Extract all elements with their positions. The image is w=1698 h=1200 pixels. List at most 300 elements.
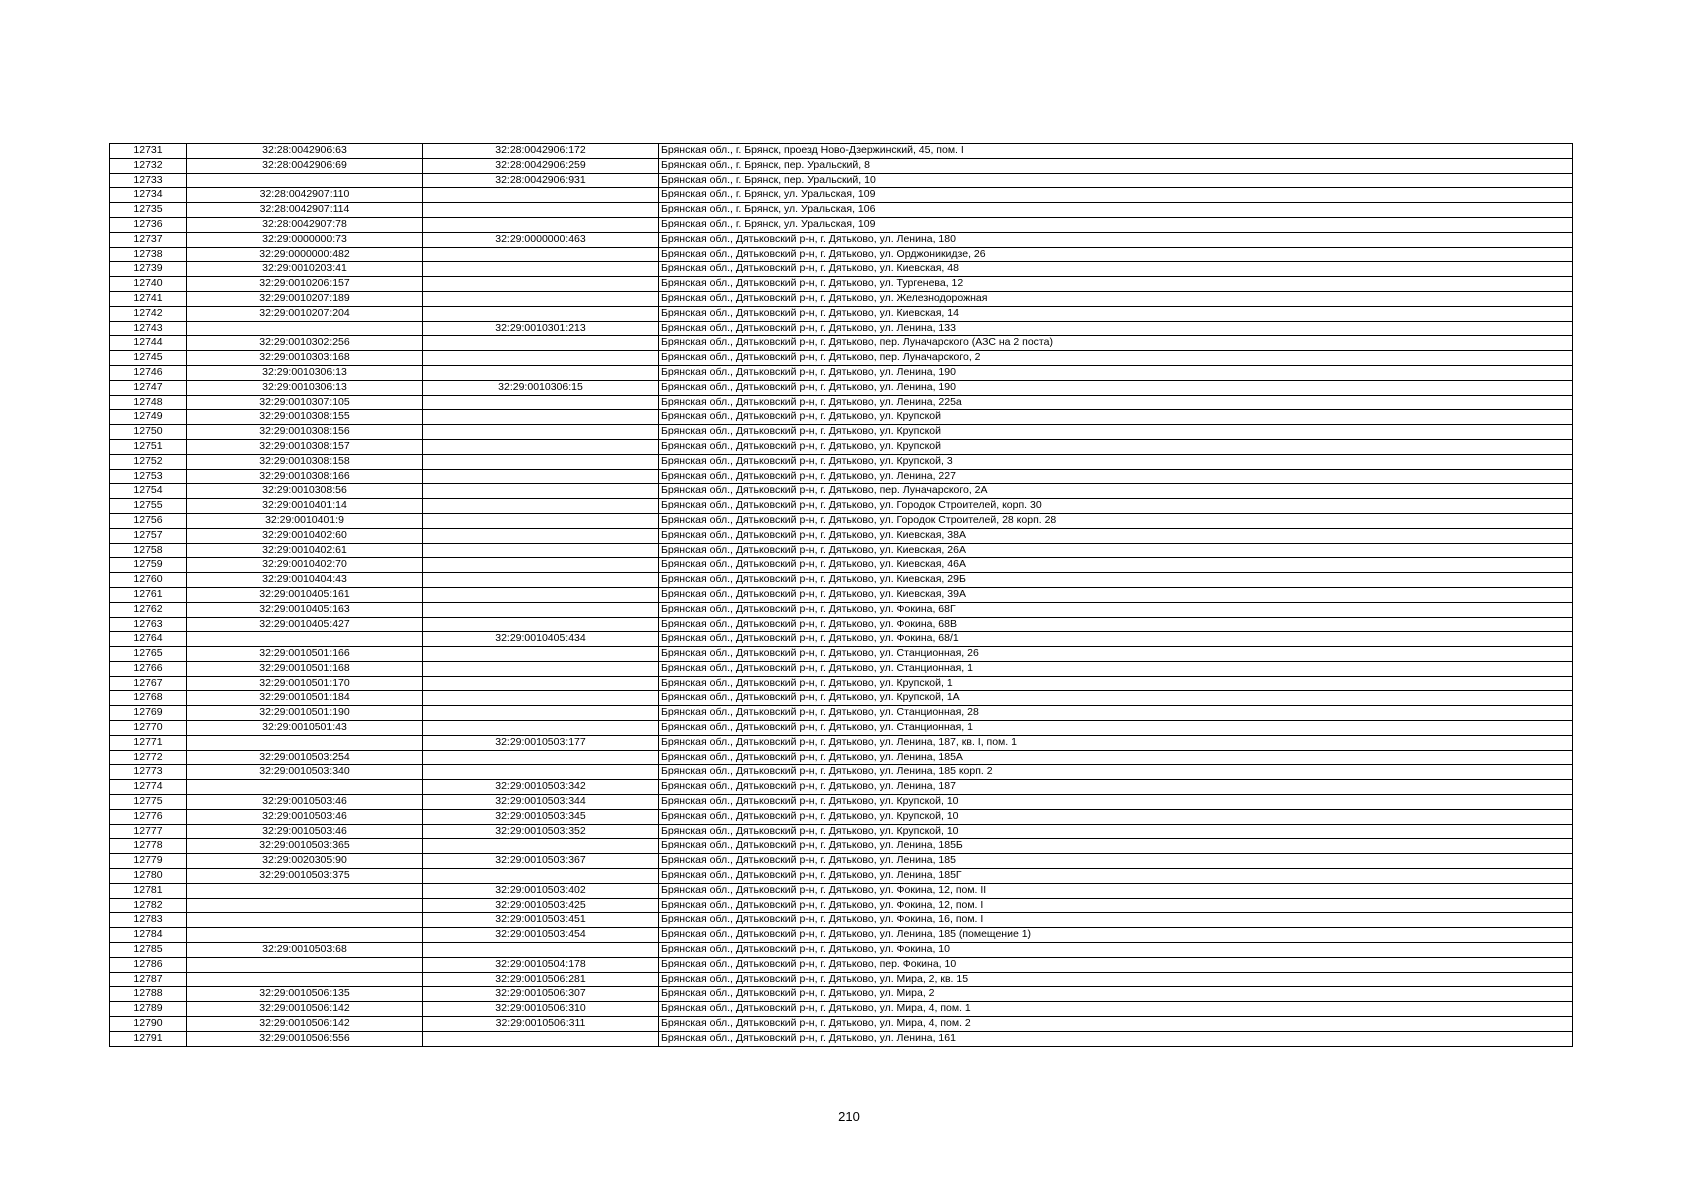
cadastral-number-building [423,661,659,676]
address-cell: Брянская обл., Дятьковский р-н, г. Дятьково, ул. Ленина, 190 [659,380,1573,395]
row-number: 12752 [110,454,187,469]
cadastral-number-building [423,217,659,232]
cadastral-number-building [423,676,659,691]
cadastral-number-building [423,410,659,425]
row-number: 12737 [110,232,187,247]
row-number: 12776 [110,809,187,824]
row-number: 12741 [110,291,187,306]
cadastral-number-parcel: 32:29:0010302:256 [187,336,423,351]
row-number: 12739 [110,262,187,277]
row-number: 12736 [110,217,187,232]
cadastral-number-building [423,750,659,765]
row-number: 12751 [110,439,187,454]
row-number: 12777 [110,824,187,839]
table-row [110,647,1573,662]
cadastral-number-building [423,647,659,662]
table-row [110,158,1573,173]
cadastral-number-parcel: 32:28:0042907:78 [187,217,423,232]
table-row [110,602,1573,617]
cadastral-number-building [423,706,659,721]
address-cell: Брянская обл., Дятьковский р-н, г. Дятьково, ул. Фокина, 12, пом. II [659,883,1573,898]
address-cell: Брянская обл., Дятьковский р-н, г. Дятьково, ул. Орджоникидзе, 26 [659,247,1573,262]
address-cell: Брянская обл., Дятьковский р-н, г. Дятьково, ул. Крупской, 1А [659,691,1573,706]
cadastral-number-parcel: 32:29:0010402:60 [187,528,423,543]
table-row [110,321,1573,336]
cadastral-number-building [423,188,659,203]
row-number: 12779 [110,854,187,869]
cadastral-number-parcel [187,780,423,795]
address-cell: Брянская обл., Дятьковский р-н, г. Дятьково, ул. Ленина, 190 [659,365,1573,380]
row-number: 12756 [110,513,187,528]
address-cell: Брянская обл., г. Брянск, пер. Уральский, 8 [659,158,1573,173]
table-row [110,173,1573,188]
cadastral-number-building: 32:29:0010504:178 [423,957,659,972]
table-row [110,691,1573,706]
address-cell: Брянская обл., Дятьковский р-н, г. Дятьково, ул. Ленина, 185Б [659,839,1573,854]
cadastral-number-parcel: 32:29:0020305:90 [187,854,423,869]
address-cell: Брянская обл., Дятьковский р-н, г. Дятьково, ул. Крупской, 10 [659,824,1573,839]
row-number: 12759 [110,558,187,573]
table-row [110,661,1573,676]
cadastral-number-building [423,365,659,380]
table-row [110,765,1573,780]
cadastral-number-parcel: 32:29:0010401:9 [187,513,423,528]
table-row [110,869,1573,884]
cadastral-number-building [423,395,659,410]
table-row [110,439,1573,454]
table-row [110,987,1573,1002]
address-cell: Брянская обл., Дятьковский р-н, г. Дятьково, ул. Городок Строителей, корп. 30 [659,499,1573,514]
address-cell: Брянская обл., г. Брянск, ул. Уральская, 109 [659,188,1573,203]
cadastral-number-building [423,691,659,706]
cadastral-number-parcel: 32:29:0010206:157 [187,277,423,292]
row-number: 12761 [110,587,187,602]
cadastral-number-building: 32:29:0010503:402 [423,883,659,898]
cadastral-number-parcel: 32:29:0010405:163 [187,602,423,617]
cadastral-number-parcel: 32:29:0010501:168 [187,661,423,676]
address-cell: Брянская обл., Дятьковский р-н, г. Дятьково, ул. Станционная, 1 [659,661,1573,676]
cadastral-number-building: 32:29:0010503:352 [423,824,659,839]
cadastral-number-parcel: 32:29:0010402:61 [187,543,423,558]
cadastral-number-building: 32:29:0010503:451 [423,913,659,928]
table-row [110,484,1573,499]
row-number: 12747 [110,380,187,395]
address-cell: Брянская обл., Дятьковский р-н, г. Дятьково, ул. Фокина, 68Г [659,602,1573,617]
cadastral-number-building [423,721,659,736]
cadastral-number-building [423,469,659,484]
row-number: 12735 [110,203,187,218]
table-row [110,306,1573,321]
table-row [110,632,1573,647]
cadastral-number-building [423,203,659,218]
row-number: 12775 [110,795,187,810]
registry-table [109,143,1573,1047]
table-row [110,351,1573,366]
cadastral-number-building [423,277,659,292]
row-number: 12778 [110,839,187,854]
row-number: 12744 [110,336,187,351]
row-number: 12733 [110,173,187,188]
cadastral-number-building: 32:29:0010506:281 [423,972,659,987]
cadastral-number-building [423,869,659,884]
cadastral-number-building [423,1031,659,1046]
row-number: 12774 [110,780,187,795]
cadastral-number-parcel: 32:29:0010308:156 [187,425,423,440]
address-cell: Брянская обл., Дятьковский р-н, г. Дятьково, ул. Ленина, 185 [659,854,1573,869]
table-row [110,1002,1573,1017]
cadastral-number-parcel [187,883,423,898]
row-number: 12748 [110,395,187,410]
address-cell: Брянская обл., Дятьковский р-н, г. Дятьково, ул. Киевская, 48 [659,262,1573,277]
row-number: 12769 [110,706,187,721]
table-row [110,928,1573,943]
row-number: 12768 [110,691,187,706]
cadastral-number-building [423,602,659,617]
cadastral-number-parcel: 32:29:0010503:340 [187,765,423,780]
cadastral-number-parcel: 32:29:0010506:142 [187,1002,423,1017]
address-cell: Брянская обл., Дятьковский р-н, г. Дятьково, ул. Киевская, 39А [659,587,1573,602]
cadastral-number-building [423,439,659,454]
table-row [110,780,1573,795]
table-row [110,1017,1573,1032]
registry-table-body [110,144,1573,1047]
table-row [110,277,1573,292]
table-row [110,232,1573,247]
row-number: 12791 [110,1031,187,1046]
cadastral-number-parcel: 32:29:0010503:46 [187,824,423,839]
table-row [110,854,1573,869]
address-cell: Брянская обл., Дятьковский р-н, г. Дятьково, ул. Ленина, 225а [659,395,1573,410]
row-number: 12763 [110,617,187,632]
row-number: 12770 [110,721,187,736]
cadastral-number-parcel: 32:29:0010503:68 [187,943,423,958]
address-cell: Брянская обл., Дятьковский р-н, г. Дятьково, ул. Ленина, 185 корп. 2 [659,765,1573,780]
table-row [110,380,1573,395]
address-cell: Брянская обл., Дятьковский р-н, г. Дятьково, ул. Мира, 4, пом. 2 [659,1017,1573,1032]
page-number: 210 [838,1109,860,1124]
cadastral-number-parcel: 32:29:0010308:157 [187,439,423,454]
table-row [110,750,1573,765]
cadastral-number-parcel: 32:28:0042907:110 [187,188,423,203]
table-row [110,676,1573,691]
row-number: 12787 [110,972,187,987]
table-row [110,262,1573,277]
address-cell: Брянская обл., г. Брянск, ул. Уральская, 109 [659,217,1573,232]
cadastral-number-parcel: 32:29:0010506:142 [187,1017,423,1032]
row-number: 12772 [110,750,187,765]
cadastral-number-parcel: 32:28:0042907:114 [187,203,423,218]
cadastral-number-building: 32:29:0010503:454 [423,928,659,943]
cadastral-number-parcel [187,957,423,972]
cadastral-number-parcel [187,898,423,913]
table-row [110,1031,1573,1046]
table-row [110,217,1573,232]
cadastral-number-parcel: 32:29:0010405:427 [187,617,423,632]
table-row [110,913,1573,928]
row-number: 12784 [110,928,187,943]
row-number: 12771 [110,735,187,750]
row-number: 12781 [110,883,187,898]
cadastral-number-parcel [187,735,423,750]
address-cell: Брянская обл., Дятьковский р-н, г. Дятьково, ул. Ленина, 185 (помещение 1) [659,928,1573,943]
cadastral-number-parcel: 32:29:0000000:73 [187,232,423,247]
address-cell: Брянская обл., Дятьковский р-н, г. Дятьково, ул. Крупской, 3 [659,454,1573,469]
address-cell: Брянская обл., Дятьковский р-н, г. Дятьково, ул. Киевская, 38А [659,528,1573,543]
address-cell: Брянская обл., Дятьковский р-н, г. Дятьково, ул. Крупской, 10 [659,795,1573,810]
table-row [110,291,1573,306]
cadastral-number-building [423,558,659,573]
cadastral-number-parcel [187,321,423,336]
cadastral-number-parcel: 32:29:0010307:105 [187,395,423,410]
table-row [110,454,1573,469]
cadastral-number-parcel: 32:29:0010503:254 [187,750,423,765]
table-row [110,336,1573,351]
table-row [110,558,1573,573]
cadastral-number-building: 32:29:0000000:463 [423,232,659,247]
address-cell: Брянская обл., Дятьковский р-н, г. Дятьково, пер. Фокина, 10 [659,957,1573,972]
cadastral-number-parcel [187,913,423,928]
address-cell: Брянская обл., Дятьковский р-н, г. Дятьково, ул. Крупской [659,439,1573,454]
cadastral-number-building [423,573,659,588]
address-cell: Брянская обл., Дятьковский р-н, г. Дятьково, ул. Ленина, 227 [659,469,1573,484]
cadastral-number-building: 32:29:0010503:342 [423,780,659,795]
row-number: 12786 [110,957,187,972]
table-row [110,795,1573,810]
table-row [110,617,1573,632]
table-row [110,188,1573,203]
cadastral-number-building [423,484,659,499]
cadastral-number-building: 32:29:0010405:434 [423,632,659,647]
address-cell: Брянская обл., Дятьковский р-н, г. Дятьково, ул. Киевская, 46А [659,558,1573,573]
address-cell: Брянская обл., Дятьковский р-н, г. Дятьково, ул. Ленина, 180 [659,232,1573,247]
address-cell: Брянская обл., Дятьковский р-н, г. Дятьково, ул. Ленина, 187 [659,780,1573,795]
row-number: 12766 [110,661,187,676]
table-row [110,972,1573,987]
cadastral-number-parcel: 32:29:0010501:190 [187,706,423,721]
table-row [110,528,1573,543]
address-cell: Брянская обл., Дятьковский р-н, г. Дятьково, ул. Крупской, 1 [659,676,1573,691]
row-number: 12732 [110,158,187,173]
table-row [110,543,1573,558]
cadastral-number-parcel: 32:29:0010203:41 [187,262,423,277]
cadastral-number-parcel: 32:29:0010501:184 [187,691,423,706]
cadastral-number-parcel: 32:28:0042906:69 [187,158,423,173]
address-cell: Брянская обл., Дятьковский р-н, г. Дятьково, ул. Станционная, 1 [659,721,1573,736]
row-number: 12740 [110,277,187,292]
address-cell: Брянская обл., Дятьковский р-н, г. Дятьково, ул. Фокина, 68В [659,617,1573,632]
address-cell: Брянская обл., Дятьковский р-н, г. Дятьково, ул. Железнодорожная [659,291,1573,306]
table-row [110,499,1573,514]
cadastral-number-parcel [187,928,423,943]
cadastral-number-parcel: 32:29:0010303:168 [187,351,423,366]
address-cell: Брянская обл., Дятьковский р-н, г. Дятьково, ул. Тургенева, 12 [659,277,1573,292]
address-cell: Брянская обл., Дятьковский р-н, г. Дятьково, ул. Фокина, 16, пом. I [659,913,1573,928]
table-row [110,957,1573,972]
cadastral-number-parcel: 32:29:0010402:70 [187,558,423,573]
table-row [110,824,1573,839]
address-cell: Брянская обл., Дятьковский р-н, г. Дятьково, пер. Луначарского, 2А [659,484,1573,499]
cadastral-number-parcel: 32:29:0010503:46 [187,795,423,810]
row-number: 12767 [110,676,187,691]
row-number: 12790 [110,1017,187,1032]
cadastral-number-building [423,291,659,306]
cadastral-number-building: 32:29:0010506:307 [423,987,659,1002]
row-number: 12760 [110,573,187,588]
table-row [110,513,1573,528]
address-cell: Брянская обл., Дятьковский р-н, г. Дятьково, ул. Ленина, 187, кв. I, пом. 1 [659,735,1573,750]
cadastral-number-building [423,513,659,528]
cadastral-number-parcel: 32:29:0010501:43 [187,721,423,736]
table-row [110,898,1573,913]
table-row [110,410,1573,425]
table-row [110,587,1573,602]
row-number: 12785 [110,943,187,958]
address-cell: Брянская обл., г. Брянск, проезд Ново-Дзержинский, 45, пом. I [659,144,1573,159]
table-row [110,943,1573,958]
cadastral-number-building: 32:28:0042906:172 [423,144,659,159]
table-row [110,144,1573,159]
cadastral-number-building [423,454,659,469]
cadastral-number-building [423,528,659,543]
row-number: 12789 [110,1002,187,1017]
cadastral-number-building [423,617,659,632]
cadastral-number-building [423,336,659,351]
cadastral-number-parcel: 32:29:0010503:365 [187,839,423,854]
row-number: 12745 [110,351,187,366]
table-row [110,365,1573,380]
address-cell: Брянская обл., Дятьковский р-н, г. Дятьково, ул. Фокина, 12, пом. I [659,898,1573,913]
row-number: 12782 [110,898,187,913]
table-row [110,425,1573,440]
table-row [110,203,1573,218]
address-cell: Брянская обл., Дятьковский р-н, г. Дятьково, ул. Мира, 2 [659,987,1573,1002]
cadastral-number-building [423,262,659,277]
cadastral-number-parcel: 32:29:0010401:14 [187,499,423,514]
cadastral-number-building: 32:29:0010503:345 [423,809,659,824]
table-row [110,395,1573,410]
cadastral-number-parcel: 32:29:0010306:13 [187,365,423,380]
cadastral-number-parcel [187,173,423,188]
row-number: 12788 [110,987,187,1002]
table-row [110,721,1573,736]
cadastral-number-building [423,543,659,558]
row-number: 12731 [110,144,187,159]
table-row [110,839,1573,854]
cadastral-number-building [423,351,659,366]
cadastral-number-building: 32:29:0010503:344 [423,795,659,810]
cadastral-number-parcel: 32:29:0000000:482 [187,247,423,262]
row-number: 12755 [110,499,187,514]
cadastral-number-building [423,943,659,958]
row-number: 12758 [110,543,187,558]
row-number: 12749 [110,410,187,425]
address-cell: Брянская обл., Дятьковский р-н, г. Дятьково, ул. Мира, 4, пом. 1 [659,1002,1573,1017]
row-number: 12753 [110,469,187,484]
table-row [110,883,1573,898]
address-cell: Брянская обл., Дятьковский р-н, г. Дятьково, ул. Ленина, 185Г [659,869,1573,884]
table-row [110,809,1573,824]
cadastral-number-building [423,839,659,854]
cadastral-number-building [423,425,659,440]
table-row [110,247,1573,262]
cadastral-number-parcel: 32:29:0010503:375 [187,869,423,884]
cadastral-number-building: 32:29:0010506:310 [423,1002,659,1017]
cadastral-number-parcel: 32:29:0010308:56 [187,484,423,499]
row-number: 12742 [110,306,187,321]
address-cell: Брянская обл., Дятьковский р-н, г. Дятьково, ул. Ленина, 133 [659,321,1573,336]
cadastral-number-parcel: 32:29:0010501:170 [187,676,423,691]
address-cell: Брянская обл., Дятьковский р-н, г. Дятьково, пер. Луначарского (АЗС на 2 поста) [659,336,1573,351]
cadastral-number-parcel: 32:29:0010506:556 [187,1031,423,1046]
address-cell: Брянская обл., Дятьковский р-н, г. Дятьково, пер. Луначарского, 2 [659,351,1573,366]
cadastral-number-parcel: 32:29:0010306:13 [187,380,423,395]
row-number: 12773 [110,765,187,780]
row-number: 12783 [110,913,187,928]
cadastral-number-parcel: 32:29:0010405:161 [187,587,423,602]
cadastral-number-parcel [187,972,423,987]
address-cell: Брянская обл., Дятьковский р-н, г. Дятьково, ул. Ленина, 185А [659,750,1573,765]
row-number: 12764 [110,632,187,647]
cadastral-number-parcel: 32:29:0010506:135 [187,987,423,1002]
cadastral-number-parcel: 32:29:0010308:158 [187,454,423,469]
address-cell: Брянская обл., Дятьковский р-н, г. Дятьково, ул. Фокина, 10 [659,943,1573,958]
cadastral-number-parcel: 32:29:0010404:43 [187,573,423,588]
row-number: 12765 [110,647,187,662]
cadastral-number-parcel: 32:28:0042906:63 [187,144,423,159]
row-number: 12738 [110,247,187,262]
row-number: 12780 [110,869,187,884]
table-row [110,706,1573,721]
address-cell: Брянская обл., Дятьковский р-н, г. Дятьково, ул. Киевская, 26А [659,543,1573,558]
cadastral-number-parcel: 32:29:0010207:204 [187,306,423,321]
cadastral-number-parcel [187,632,423,647]
cadastral-number-parcel: 32:29:0010503:46 [187,809,423,824]
cadastral-number-building: 32:28:0042906:259 [423,158,659,173]
row-number: 12743 [110,321,187,336]
table-row [110,735,1573,750]
address-cell: Брянская обл., Дятьковский р-н, г. Дятьково, ул. Станционная, 28 [659,706,1573,721]
row-number: 12750 [110,425,187,440]
cadastral-number-building: 32:29:0010503:367 [423,854,659,869]
address-cell: Брянская обл., Дятьковский р-н, г. Дятьково, ул. Мира, 2, кв. 15 [659,972,1573,987]
address-cell: Брянская обл., Дятьковский р-н, г. Дятьково, ул. Городок Строителей, 28 корп. 28 [659,513,1573,528]
cadastral-number-parcel: 32:29:0010308:155 [187,410,423,425]
table-row [110,469,1573,484]
cadastral-number-building: 32:29:0010306:15 [423,380,659,395]
address-cell: Брянская обл., Дятьковский р-н, г. Дятьково, ул. Крупской [659,410,1573,425]
cadastral-number-building [423,499,659,514]
row-number: 12734 [110,188,187,203]
cadastral-number-parcel: 32:29:0010501:166 [187,647,423,662]
address-cell: Брянская обл., Дятьковский р-н, г. Дятьково, ул. Фокина, 68/1 [659,632,1573,647]
cadastral-number-building: 32:29:0010301:213 [423,321,659,336]
address-cell: Брянская обл., Дятьковский р-н, г. Дятьково, ул. Крупской [659,425,1573,440]
cadastral-number-building: 32:29:0010506:311 [423,1017,659,1032]
row-number: 12757 [110,528,187,543]
address-cell: Брянская обл., г. Брянск, пер. Уральский, 10 [659,173,1573,188]
cadastral-number-building [423,306,659,321]
address-cell: Брянская обл., Дятьковский р-н, г. Дятьково, ул. Станционная, 26 [659,647,1573,662]
row-number: 12754 [110,484,187,499]
row-number: 12762 [110,602,187,617]
table-row [110,573,1573,588]
address-cell: Брянская обл., Дятьковский р-н, г. Дятьково, ул. Крупской, 10 [659,809,1573,824]
address-cell: Брянская обл., Дятьковский р-н, г. Дятьково, ул. Киевская, 29Б [659,573,1573,588]
cadastral-number-parcel: 32:29:0010207:189 [187,291,423,306]
address-cell: Брянская обл., Дятьковский р-н, г. Дятьково, ул. Киевская, 14 [659,306,1573,321]
cadastral-number-parcel: 32:29:0010308:166 [187,469,423,484]
cadastral-number-building: 32:29:0010503:177 [423,735,659,750]
